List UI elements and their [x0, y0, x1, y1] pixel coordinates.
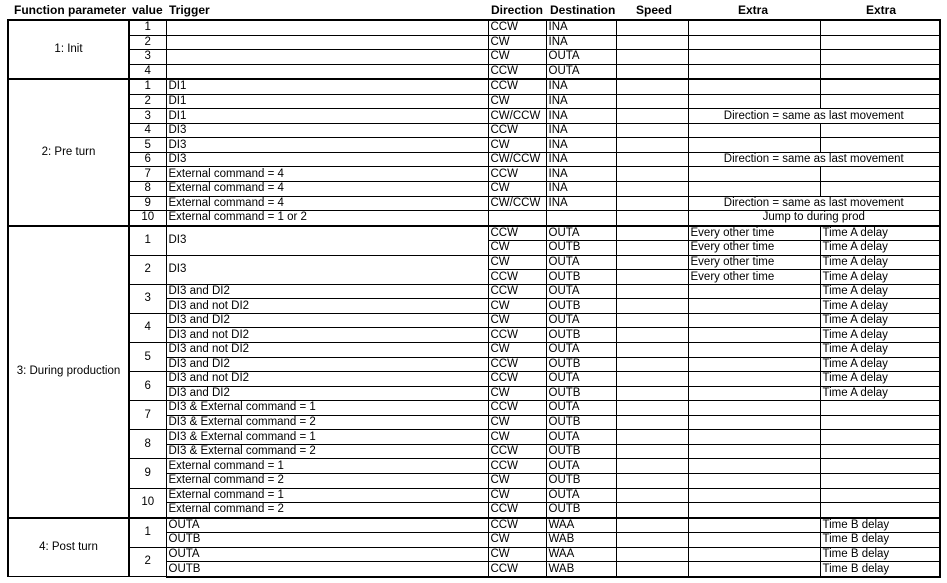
table-row	[8, 196, 940, 211]
direction-cell: CW/CCW	[488, 109, 546, 124]
extra-2-cell	[820, 488, 940, 503]
speed-cell	[616, 109, 688, 124]
table-row	[8, 343, 940, 358]
direction-cell: CCW	[488, 503, 546, 518]
extra-2-cell: Time A delay	[820, 241, 940, 256]
direction-cell: CW/CCW	[488, 152, 546, 167]
speed-cell	[616, 284, 688, 299]
destination-cell: WAB	[546, 562, 616, 577]
speed-cell	[616, 35, 688, 50]
destination-cell: WAA	[546, 518, 616, 533]
value-cell: 2	[129, 94, 166, 109]
extra-2-cell: Time A delay	[820, 255, 940, 270]
speed-cell	[616, 20, 688, 35]
speed-cell	[616, 488, 688, 503]
speed-cell	[616, 415, 688, 430]
extra-2-cell: Time A delay	[820, 372, 940, 387]
extra-2-cell: Time B delay	[820, 547, 940, 562]
table-row	[8, 211, 940, 226]
destination-cell: OUTA	[546, 401, 616, 416]
trigger-cell: DI3 & External command = 2	[166, 444, 488, 459]
speed-cell	[616, 459, 688, 474]
header-function-parameter: Function parameter	[14, 3, 127, 17]
speed-cell	[616, 503, 688, 518]
extra-2-cell: Time A delay	[820, 270, 940, 285]
extra-merged-cell: Direction = same as last movement	[688, 152, 940, 167]
trigger-cell: External command = 4	[166, 167, 488, 182]
extra-2-cell	[820, 473, 940, 488]
direction-cell: CW	[488, 533, 546, 548]
extra-2-cell	[820, 430, 940, 445]
extra-1-cell: Every other time	[688, 241, 820, 256]
destination-cell: INA	[546, 123, 616, 138]
extra-1-cell	[688, 488, 820, 503]
direction-cell: CW	[488, 299, 546, 314]
extra-1-cell	[688, 343, 820, 358]
trigger-cell: External command = 4	[166, 196, 488, 211]
value-cell: 9	[129, 459, 166, 488]
destination-cell: OUTA	[546, 343, 616, 358]
destination-cell: OUTB	[546, 503, 616, 518]
value-cell: 9	[129, 196, 166, 211]
destination-cell: OUTA	[546, 372, 616, 387]
direction-cell: CCW	[488, 226, 546, 241]
value-cell: 2	[129, 547, 166, 577]
function-parameter-cell: 2: Pre turn	[8, 79, 129, 225]
table-row	[8, 152, 940, 167]
direction-cell: CW	[488, 50, 546, 65]
destination-cell: OUTB	[546, 241, 616, 256]
trigger-cell: DI3 and DI2	[166, 313, 488, 328]
extra-2-cell	[820, 64, 940, 79]
value-cell: 4	[129, 123, 166, 138]
speed-cell	[616, 50, 688, 65]
speed-cell	[616, 473, 688, 488]
speed-cell	[616, 270, 688, 285]
trigger-cell: DI3	[166, 152, 488, 167]
table-row	[8, 284, 940, 299]
direction-cell: CW	[488, 547, 546, 562]
direction-cell: CCW	[488, 123, 546, 138]
extra-1-cell	[688, 50, 820, 65]
extra-2-cell: Time A delay	[820, 343, 940, 358]
extra-1-cell	[688, 386, 820, 401]
speed-cell	[616, 444, 688, 459]
destination-cell: INA	[546, 79, 616, 94]
speed-cell	[616, 64, 688, 79]
direction-cell: CCW	[488, 20, 546, 35]
direction-cell: CW	[488, 386, 546, 401]
destination-cell: INA	[546, 138, 616, 153]
trigger-cell: DI3	[166, 255, 488, 284]
extra-2-cell	[820, 415, 940, 430]
extra-1-cell	[688, 328, 820, 343]
extra-1-cell	[688, 20, 820, 35]
extra-2-cell	[820, 20, 940, 35]
value-cell: 1	[129, 226, 166, 256]
extra-2-cell: Time B delay	[820, 533, 940, 548]
extra-1-cell	[688, 313, 820, 328]
speed-cell	[616, 343, 688, 358]
speed-cell	[616, 241, 688, 256]
table-row	[8, 313, 940, 328]
table-row	[8, 123, 940, 138]
destination-cell: INA	[546, 196, 616, 211]
direction-cell: CW	[488, 430, 546, 445]
table-row	[8, 64, 940, 79]
speed-cell	[616, 313, 688, 328]
destination-cell: OUTB	[546, 357, 616, 372]
speed-cell	[616, 533, 688, 548]
value-cell: 6	[129, 152, 166, 167]
extra-2-cell	[820, 444, 940, 459]
trigger-cell: DI3 & External command = 1	[166, 430, 488, 445]
destination-cell: OUTA	[546, 313, 616, 328]
table-row	[8, 167, 940, 182]
table-row	[8, 20, 940, 35]
extra-1-cell	[688, 415, 820, 430]
destination-cell: INA	[546, 152, 616, 167]
trigger-cell: DI1	[166, 79, 488, 94]
header-extra-1: Extra	[738, 3, 769, 17]
speed-cell	[616, 357, 688, 372]
speed-cell	[616, 401, 688, 416]
extra-1-cell	[688, 299, 820, 314]
destination-cell: OUTA	[546, 488, 616, 503]
table-row	[8, 430, 940, 445]
extra-merged-cell: Direction = same as last movement	[688, 196, 940, 211]
extra-merged-cell: Jump to during prod	[688, 211, 940, 226]
extra-2-cell	[820, 79, 940, 94]
extra-2-cell	[820, 94, 940, 109]
speed-cell	[616, 94, 688, 109]
extra-1-cell	[688, 138, 820, 153]
extra-1-cell: Every other time	[688, 226, 820, 241]
table-row	[8, 109, 940, 124]
value-cell: 3	[129, 109, 166, 124]
header-direction: Direction	[491, 3, 544, 17]
direction-cell: CW	[488, 241, 546, 256]
extra-2-cell	[820, 123, 940, 138]
trigger-cell: External command = 1 or 2	[166, 211, 488, 226]
table-row	[8, 182, 940, 197]
value-cell: 5	[129, 138, 166, 153]
speed-cell	[616, 547, 688, 562]
direction-cell: CW	[488, 473, 546, 488]
extra-1-cell	[688, 357, 820, 372]
extra-2-cell	[820, 503, 940, 518]
direction-cell: CCW	[488, 79, 546, 94]
extra-1-cell	[688, 35, 820, 50]
value-cell: 7	[129, 167, 166, 182]
speed-cell	[616, 226, 688, 241]
speed-cell	[616, 79, 688, 94]
trigger-cell: External command = 1	[166, 488, 488, 503]
value-cell: 8	[129, 182, 166, 197]
trigger-cell: DI3 & External command = 1	[166, 401, 488, 416]
speed-cell	[616, 255, 688, 270]
direction-cell: CW	[488, 415, 546, 430]
destination-cell: INA	[546, 167, 616, 182]
speed-cell	[616, 518, 688, 533]
extra-1-cell	[688, 430, 820, 445]
extra-merged-cell: Direction = same as last movement	[688, 109, 940, 124]
trigger-cell	[166, 50, 488, 65]
trigger-cell: DI3	[166, 123, 488, 138]
speed-cell	[616, 167, 688, 182]
extra-1-cell	[688, 459, 820, 474]
trigger-cell	[166, 64, 488, 79]
direction-cell: CCW	[488, 401, 546, 416]
destination-cell: OUTA	[546, 50, 616, 65]
speed-cell	[616, 123, 688, 138]
value-cell: 1	[129, 79, 166, 94]
speed-cell	[616, 152, 688, 167]
destination-cell: OUTB	[546, 386, 616, 401]
trigger-cell: DI3 and DI2	[166, 357, 488, 372]
table-row	[8, 255, 940, 270]
table-row	[8, 459, 940, 474]
extra-2-cell: Time B delay	[820, 562, 940, 577]
trigger-cell: External command = 2	[166, 503, 488, 518]
extra-1-cell	[688, 473, 820, 488]
destination-cell: OUTA	[546, 226, 616, 241]
speed-cell	[616, 386, 688, 401]
direction-cell: CCW	[488, 328, 546, 343]
direction-cell: CCW	[488, 64, 546, 79]
direction-cell: CCW	[488, 459, 546, 474]
value-cell: 1	[129, 20, 166, 35]
extra-1-cell	[688, 123, 820, 138]
destination-cell: WAB	[546, 533, 616, 548]
extra-2-cell: Time A delay	[820, 357, 940, 372]
value-cell: 8	[129, 430, 166, 459]
header-trigger: Trigger	[169, 3, 210, 17]
value-cell: 10	[129, 211, 166, 226]
header-value: value	[132, 3, 163, 17]
extra-2-cell: Time A delay	[820, 386, 940, 401]
table-row	[8, 547, 940, 562]
extra-1-cell	[688, 64, 820, 79]
trigger-cell: DI3 and DI2	[166, 284, 488, 299]
speed-cell	[616, 182, 688, 197]
trigger-cell	[166, 35, 488, 50]
speed-cell	[616, 372, 688, 387]
function-parameter-cell: 1: Init	[8, 20, 129, 79]
extra-2-cell	[820, 182, 940, 197]
trigger-cell: DI3	[166, 226, 488, 256]
trigger-cell: DI3	[166, 138, 488, 153]
function-parameter-cell: 4: Post turn	[8, 518, 129, 577]
trigger-cell: DI1	[166, 109, 488, 124]
extra-1-cell	[688, 79, 820, 94]
trigger-cell: DI3 and DI2	[166, 386, 488, 401]
trigger-cell: External command = 4	[166, 182, 488, 197]
extra-2-cell: Time A delay	[820, 226, 940, 241]
trigger-cell: DI3 and not DI2	[166, 343, 488, 358]
value-cell: 4	[129, 64, 166, 79]
value-cell: 4	[129, 313, 166, 342]
direction-cell: CCW	[488, 562, 546, 577]
extra-1-cell: Every other time	[688, 255, 820, 270]
extra-2-cell: Time B delay	[820, 518, 940, 533]
header-speed: Speed	[636, 3, 673, 17]
extra-2-cell	[820, 459, 940, 474]
value-cell: 5	[129, 343, 166, 372]
destination-cell: OUTA	[546, 255, 616, 270]
trigger-cell: DI3 and not DI2	[166, 299, 488, 314]
trigger-cell: OUTA	[166, 547, 488, 562]
value-cell: 7	[129, 401, 166, 430]
speed-cell	[616, 562, 688, 577]
value-cell: 10	[129, 488, 166, 518]
function-parameter-cell: 3: During production	[8, 226, 129, 518]
direction-cell: CW	[488, 313, 546, 328]
destination-cell: OUTB	[546, 328, 616, 343]
direction-cell: CW	[488, 182, 546, 197]
extra-1-cell	[688, 94, 820, 109]
extra-2-cell	[820, 401, 940, 416]
trigger-cell: DI1	[166, 94, 488, 109]
destination-cell: OUTA	[546, 430, 616, 445]
table-row	[8, 35, 940, 50]
extra-2-cell	[820, 167, 940, 182]
trigger-cell: DI3 and not DI2	[166, 328, 488, 343]
extra-1-cell	[688, 401, 820, 416]
table-row	[8, 372, 940, 387]
direction-cell: CCW	[488, 270, 546, 285]
direction-cell: CCW	[488, 284, 546, 299]
extra-2-cell	[820, 50, 940, 65]
extra-1-cell	[688, 533, 820, 548]
value-cell: 2	[129, 35, 166, 50]
destination-cell: INA	[546, 20, 616, 35]
direction-cell: CCW	[488, 372, 546, 387]
direction-cell: CCW	[488, 444, 546, 459]
destination-cell: OUTB	[546, 444, 616, 459]
extra-1-cell	[688, 182, 820, 197]
destination-cell: OUTB	[546, 299, 616, 314]
table-row	[8, 94, 940, 109]
table-row	[8, 488, 940, 503]
destination-cell: INA	[546, 109, 616, 124]
value-cell: 3	[129, 284, 166, 313]
destination-cell: OUTB	[546, 473, 616, 488]
trigger-cell: DI3 & External command = 2	[166, 415, 488, 430]
trigger-cell: OUTA	[166, 518, 488, 533]
extra-1-cell	[688, 284, 820, 299]
speed-cell	[616, 328, 688, 343]
extra-2-cell	[820, 138, 940, 153]
value-cell: 2	[129, 255, 166, 284]
extra-1-cell: Every other time	[688, 270, 820, 285]
extra-1-cell	[688, 372, 820, 387]
destination-cell: OUTA	[546, 64, 616, 79]
trigger-cell: External command = 2	[166, 473, 488, 488]
direction-cell: CW/CCW	[488, 196, 546, 211]
extra-1-cell	[688, 562, 820, 577]
extra-2-cell: Time A delay	[820, 328, 940, 343]
extra-1-cell	[688, 518, 820, 533]
extra-2-cell	[820, 35, 940, 50]
extra-1-cell	[688, 547, 820, 562]
direction-cell: CW	[488, 35, 546, 50]
destination-cell	[546, 211, 616, 226]
extra-1-cell	[688, 167, 820, 182]
direction-cell: CCW	[488, 518, 546, 533]
trigger-cell: OUTB	[166, 562, 488, 577]
destination-cell: INA	[546, 182, 616, 197]
table-row	[8, 401, 940, 416]
destination-cell: OUTB	[546, 270, 616, 285]
destination-cell: WAA	[546, 547, 616, 562]
speed-cell	[616, 211, 688, 226]
direction-cell: CCW	[488, 167, 546, 182]
direction-cell	[488, 211, 546, 226]
trigger-cell: OUTB	[166, 533, 488, 548]
speed-cell	[616, 299, 688, 314]
extra-2-cell: Time A delay	[820, 313, 940, 328]
header-destination: Destination	[550, 3, 616, 17]
extra-1-cell	[688, 444, 820, 459]
table-row	[8, 226, 940, 241]
value-cell: 6	[129, 372, 166, 401]
trigger-cell: External command = 1	[166, 459, 488, 474]
direction-cell: CW	[488, 343, 546, 358]
direction-cell: CW	[488, 255, 546, 270]
trigger-cell: DI3 and not DI2	[166, 372, 488, 387]
trigger-cell	[166, 20, 488, 35]
destination-cell: INA	[546, 35, 616, 50]
destination-cell: OUTA	[546, 284, 616, 299]
destination-cell: INA	[546, 94, 616, 109]
direction-cell: CW	[488, 138, 546, 153]
speed-cell	[616, 430, 688, 445]
table-row	[8, 518, 940, 533]
destination-cell: OUTA	[546, 459, 616, 474]
direction-cell: CW	[488, 488, 546, 503]
destination-cell: OUTB	[546, 415, 616, 430]
extra-2-cell: Time A delay	[820, 299, 940, 314]
direction-cell: CW	[488, 94, 546, 109]
table-row	[8, 138, 940, 153]
table-row	[8, 79, 940, 94]
header-extra-2: Extra	[866, 3, 897, 17]
speed-cell	[616, 138, 688, 153]
speed-cell	[616, 196, 688, 211]
extra-2-cell: Time A delay	[820, 284, 940, 299]
direction-cell: CCW	[488, 357, 546, 372]
value-cell: 3	[129, 50, 166, 65]
value-cell: 1	[129, 518, 166, 548]
table-body	[8, 20, 940, 577]
table-row	[8, 50, 940, 65]
extra-1-cell	[688, 503, 820, 518]
function-parameter-table	[7, 19, 941, 578]
